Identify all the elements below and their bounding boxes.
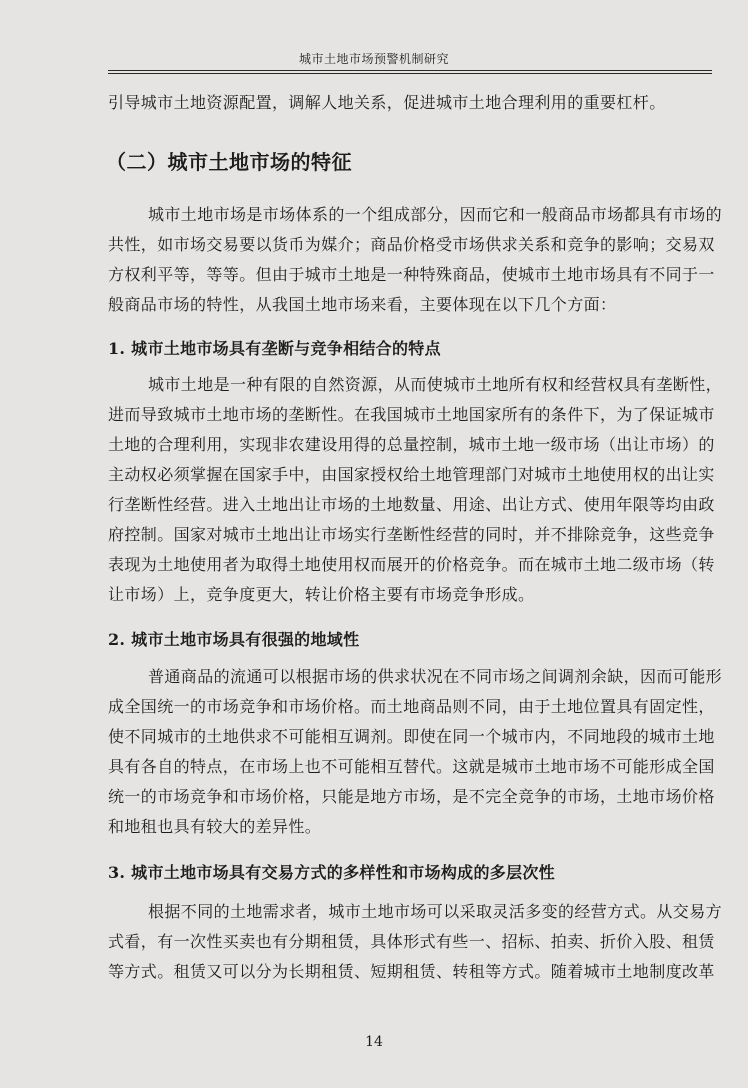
subheading-monopoly-competition: 1. 城市土地市场具有垄断与竞争相结合的特点	[108, 339, 441, 358]
section-heading: （二）城市土地市场的特征	[106, 150, 352, 174]
paragraph-regional	[108, 662, 728, 842]
header-rule-top	[108, 70, 712, 71]
paragraph-text: 城市土地市场是市场体系的一个组成部分，因而它和一般商品市场都具有市场的共性，如市场交易要以货币为媒介；商品价格受市场供求关系和竞争的影响；交易双方权利平等，等等。但由于城市土地是一种特殊商品，使城市土地市场具有不同于一般商品市场的特性，从我国土地市场来看，主要体现在以下几个方面：	[108, 205, 723, 314]
paragraph-market-characteristics	[108, 200, 728, 320]
paragraph-text: 城市土地是一种有限的自然资源，从而使城市土地所有权和经营权具有垄断性，进而导致城市土地市场的垄断性。在我国城市土地国家所有的条件下，为了保证城市土地的合理利用，实现非农建设用得的总量控制，城市土地一级市场（出让市场）的主动权必须掌握在国家手中，由国家授权给土地管理部门对城市土地使用权的出让实行垄断性经营。进入土地出让市场的土地数量、用途、出让方式、使用年限等均由政府控制。国家对城市土地出让市场实行垄断性经营的同时，并不排除竞争，这些竞争表现为土地使用者为取得土地使用权而展开的价格竞争。而在城市土地二级市场（转让市场）上，竞争度更大，转让价格主要有市场竞争形成。	[108, 375, 723, 604]
paragraph-text: 根据不同的土地需求者，城市土地市场可以采取灵活多变的经营方式。从交易方式看，有一次性买卖也有分期租赁，具体形式有些一、招标、拍卖、折价入股、租赁等方式。租赁又可以分为长期租赁、短期租赁、转租等方式。随着城市土地制度改革	[108, 902, 723, 981]
paragraph-text: 普通商品的流通可以根据市场的供求状况在不同市场之间调剂余缺，因而可能形成全国统一的市场竞争和市场价格。而土地商品则不同，由于土地位置具有固定性，使不同城市的土地供求不可能相互调剂。即使在同一个城市内，不同地段的城市土地具有各自的特点，在市场上也不可能相互替代。这就是城市土地市场不可能形成全国统一的市场竞争和市场价格，只能是地方市场，是不完全竞争的市场，土地市场价格和地租也具有较大的差异性。	[108, 667, 723, 836]
paragraph-monopoly	[108, 370, 728, 610]
paragraph-diversity	[108, 897, 728, 987]
header-rule-bottom	[108, 73, 712, 74]
subheading-diversity: 3. 城市土地市场具有交易方式的多样性和市场构成的多层次性	[108, 863, 555, 882]
page-number: 14	[365, 1034, 383, 1050]
paragraph-intro-continued: 引导城市土地资源配置，调解人地关系，促进城市土地合理利用的重要杠杆。	[108, 93, 666, 112]
subheading-regional: 2. 城市土地市场具有很强的地域性	[108, 630, 360, 649]
running-head: 城市土地市场预警机制研究	[298, 52, 449, 66]
